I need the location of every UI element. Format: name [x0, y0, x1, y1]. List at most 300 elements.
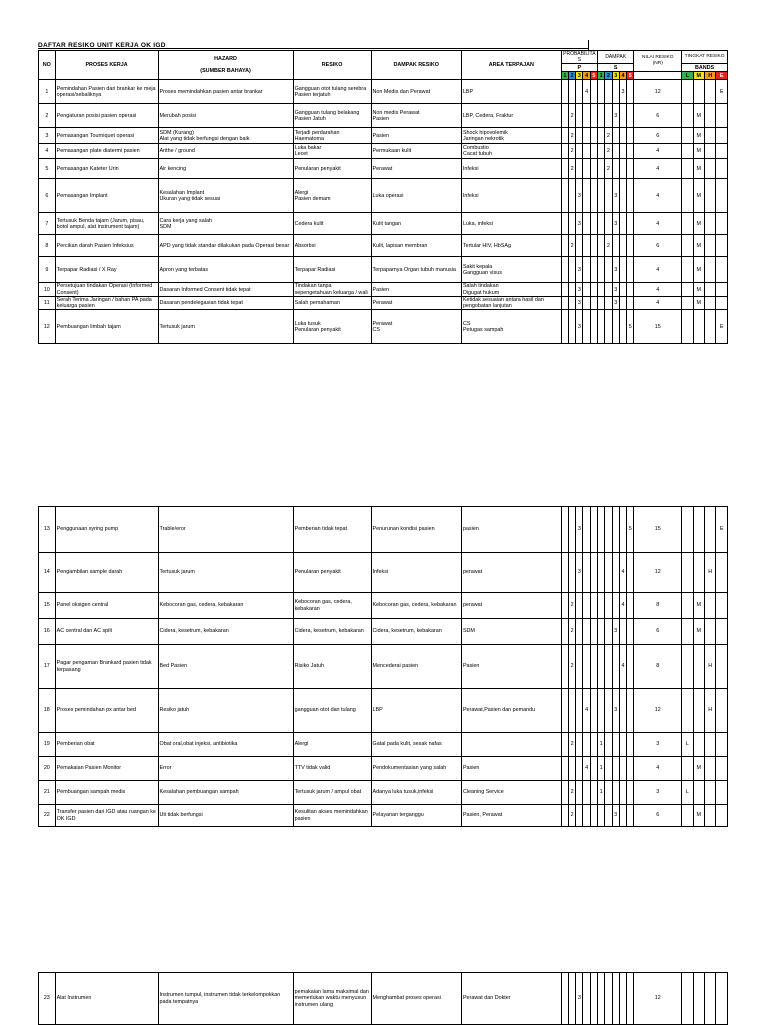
score-p4-cell: [583, 645, 590, 689]
score-s1-cell: 1: [598, 757, 605, 781]
s-scale-5: 5: [627, 72, 634, 80]
band-h-cell: [705, 310, 716, 344]
score-p2-cell: [568, 213, 575, 235]
score-s5-cell: [627, 781, 634, 805]
score-p5-cell: [590, 593, 597, 619]
resiko-cell: Cedera kulit: [293, 213, 371, 235]
nilai-resiko-cell: 12: [634, 553, 682, 593]
score-p5-cell: [590, 645, 597, 689]
band-l-cell: [682, 310, 693, 344]
band-l-cell: [682, 553, 693, 593]
score-p4-cell: [583, 104, 590, 128]
score-p2-cell: 2: [568, 645, 575, 689]
score-p5-cell: [590, 507, 597, 553]
table-row: [39, 144, 728, 159]
band-l-cell: [682, 619, 693, 645]
band-e-cell: [716, 973, 728, 1025]
proses-kerja-cell: Pemakaian Pasien Monitor: [55, 757, 158, 781]
score-s3-cell: [612, 80, 619, 104]
score-p4-cell: [583, 283, 590, 296]
score-s2-cell: [605, 781, 612, 805]
col-header-dampak: DAMPAK RESIKO: [371, 51, 461, 80]
score-s4-cell: 4: [619, 553, 626, 593]
hazard-cell: Resiko jatuh: [158, 689, 293, 733]
band-m-cell: [693, 80, 704, 104]
score-s4-cell: [619, 144, 626, 159]
score-s4-cell: [619, 507, 626, 553]
p-scale-5: 5: [590, 72, 597, 80]
score-s1-cell: [598, 128, 605, 144]
dampak-cell: Pasien: [371, 128, 461, 144]
score-s3-cell: [612, 235, 619, 257]
area-cell: CS Petugas sampah: [461, 310, 561, 344]
resiko-cell: Tertusuk jarum / ampul obat: [293, 781, 371, 805]
row-number: 15: [39, 593, 56, 619]
row-number: 7: [39, 213, 56, 235]
band-h-cell: [705, 179, 716, 213]
score-p3-cell: [576, 104, 583, 128]
dampak-cell: Pendokumentasian yang salah: [371, 757, 461, 781]
score-s2-cell: [605, 805, 612, 827]
proses-kerja-cell: Pengaturan posisi pasien operasi: [55, 104, 158, 128]
score-s1-cell: [598, 553, 605, 593]
band-h-cell: [704, 593, 715, 619]
score-s5-cell: [627, 235, 634, 257]
score-s5-cell: [627, 144, 634, 159]
band-h-cell: [704, 507, 715, 553]
score-s4-cell: [619, 973, 626, 1025]
band-m-cell: M: [693, 104, 704, 128]
row-number: 17: [39, 645, 56, 689]
area-cell: Perawat,Pasien dan pemandu: [461, 689, 561, 733]
row-number: 9: [39, 257, 56, 283]
score-p1-cell: [561, 159, 568, 179]
score-p2-cell: [568, 179, 575, 213]
score-p4-cell: [583, 257, 590, 283]
resiko-cell: Gangguan tulang belakang Pasien Jatuh: [293, 104, 371, 128]
nilai-resiko-cell: 4: [634, 757, 682, 781]
band-m-cell: [693, 645, 704, 689]
dampak-cell: Non medis Perawat Pasien: [371, 104, 461, 128]
score-s2-cell: [605, 507, 612, 553]
row-number: 11: [39, 296, 56, 309]
band-h-cell: [705, 235, 716, 257]
area-cell: [461, 733, 561, 757]
table-row: [39, 179, 728, 213]
band-l-cell: [682, 645, 693, 689]
score-s5-cell: [627, 689, 634, 733]
resiko-cell: Risiko Jatuh: [293, 645, 371, 689]
band-m-cell: M: [693, 805, 704, 827]
document-title: DAFTAR RESIKO UNIT KERJA OK IGD: [38, 42, 166, 49]
score-s1-cell: [598, 257, 605, 283]
proses-kerja-cell: Percikan darah Pasien Infeksius: [55, 235, 158, 257]
p-scale-1: 1: [561, 72, 568, 80]
band-l-cell: [682, 296, 693, 309]
score-s4-cell: [619, 757, 626, 781]
score-s3-cell: 3: [612, 213, 619, 235]
proses-kerja-cell: Pemasangan Tourniquet operasi: [55, 128, 158, 144]
score-s3-cell: 3: [612, 257, 619, 283]
table-row: [39, 507, 728, 553]
resiko-cell: Kebocoran gas, cedera, kebakaran: [293, 593, 371, 619]
table-row: [39, 733, 728, 757]
dampak-cell: Perawat: [371, 159, 461, 179]
hazard-cell: Kesalahan Implant Ukuran yang tidak sesuai: [158, 179, 293, 213]
row-number: 2: [39, 104, 56, 128]
score-s5-cell: [627, 213, 634, 235]
score-p1-cell: [561, 283, 568, 296]
score-p4-cell: [583, 805, 590, 827]
area-cell: Tertular HIV, HbSAg: [461, 235, 561, 257]
nilai-resiko-cell: 12: [634, 80, 682, 104]
dampak-cell: Cidera, kesetrum, kebakaran: [371, 619, 461, 645]
table-row: [39, 645, 728, 689]
hazard-cell: Bed Pasien: [158, 645, 293, 689]
score-p2-cell: 2: [568, 733, 575, 757]
col-header-dampak-score: DAMPAK: [598, 51, 634, 64]
score-s4-cell: 4: [619, 645, 626, 689]
proses-kerja-cell: Pengambilan sample darah: [55, 553, 158, 593]
band-m-cell: [693, 553, 704, 593]
score-s4-cell: [619, 128, 626, 144]
area-cell: Ketidak sesuaian antara hasil dan pengobatan lanjutan: [461, 296, 561, 309]
band-e-cell: E: [716, 80, 728, 104]
score-s3-cell: [612, 781, 619, 805]
band-m-cell: M: [693, 619, 704, 645]
score-s1-cell: [598, 507, 605, 553]
score-s2-cell: [605, 689, 612, 733]
band-e-cell: [716, 213, 728, 235]
band-h-cell: [705, 80, 716, 104]
score-p3-cell: 3: [576, 296, 583, 309]
score-p3-cell: [576, 128, 583, 144]
dampak-cell: Mencederai pasien: [371, 645, 461, 689]
score-p5-cell: [590, 973, 597, 1025]
proses-kerja-cell: Panel oksigen central: [55, 593, 158, 619]
area-cell: Pasien: [461, 645, 561, 689]
score-s4-cell: [619, 283, 626, 296]
score-p3-cell: [576, 144, 583, 159]
hazard-cell: Cidera, kesetrum, kebakaran: [158, 619, 293, 645]
resiko-cell: Luka tusuk Penularan penyakit: [293, 310, 371, 344]
score-p5-cell: [590, 128, 597, 144]
band-l-cell: [682, 80, 693, 104]
proses-kerja-cell: Pagar pengaman Brankard pasien tidak terpasang: [55, 645, 158, 689]
hazard-cell: Error: [158, 757, 293, 781]
nilai-resiko-cell: 12: [634, 973, 682, 1025]
score-p2-cell: 2: [568, 144, 575, 159]
score-p1-cell: [561, 257, 568, 283]
nilai-resiko-cell: 8: [634, 645, 682, 689]
band-m-cell: M: [693, 235, 704, 257]
score-p3-cell: [576, 593, 583, 619]
score-p4-cell: [583, 128, 590, 144]
score-p4-cell: 4: [583, 689, 590, 733]
score-s2-cell: [605, 213, 612, 235]
score-s3-cell: 3: [612, 104, 619, 128]
resiko-cell: Cidera, kesetrum, kebakaran: [293, 619, 371, 645]
resiko-cell: TTV tidak valid: [293, 757, 371, 781]
score-p1-cell: [561, 733, 568, 757]
score-s2-cell: [605, 283, 612, 296]
score-s5-cell: [627, 80, 634, 104]
proses-kerja-cell: Pemasangan Kateter Urin: [55, 159, 158, 179]
score-p4-cell: [583, 593, 590, 619]
score-s5-cell: [627, 733, 634, 757]
nilai-resiko-cell: 3: [634, 781, 682, 805]
area-cell: Shock hipovolemik Jaringan nekrotik: [461, 128, 561, 144]
score-s5-cell: [627, 593, 634, 619]
score-p2-cell: 2: [568, 159, 575, 179]
col-header-probabilitas: PROBABILITAS: [563, 51, 596, 64]
band-h-cell: [705, 144, 716, 159]
band-e-cell: [716, 553, 728, 593]
score-p3-cell: [576, 733, 583, 757]
table-row: [39, 104, 728, 128]
score-s3-cell: [612, 507, 619, 553]
band-m-cell: [693, 733, 704, 757]
resiko-cell: Gangguan otot tulang serebra Pasien terjatuh: [293, 80, 371, 104]
score-p4-cell: [583, 213, 590, 235]
band-m-cell: [693, 310, 704, 344]
band-h-cell: [705, 159, 716, 179]
score-p3-cell: [576, 689, 583, 733]
resiko-cell: Penularan penyakit: [293, 159, 371, 179]
band-m-cell: M: [693, 179, 704, 213]
score-p4-cell: [583, 781, 590, 805]
band-h-cell: [704, 619, 715, 645]
band-m-cell: M: [693, 257, 704, 283]
score-p2-cell: 2: [568, 104, 575, 128]
band-m: M: [693, 72, 704, 80]
table-row: [39, 296, 728, 309]
band-e-cell: [716, 781, 728, 805]
hazard-cell: Proses memindahkan pasien antar brankar: [158, 80, 293, 104]
row-number: 23: [39, 973, 56, 1025]
proses-kerja-cell: Pemasangan plate diatermi pasien: [55, 144, 158, 159]
score-p4-cell: [583, 296, 590, 309]
score-p4-cell: [583, 553, 590, 593]
score-s3-cell: 3: [612, 805, 619, 827]
score-p5-cell: [590, 144, 597, 159]
score-p2-cell: 2: [568, 781, 575, 805]
score-s2-cell: [605, 733, 612, 757]
score-p5-cell: [590, 805, 597, 827]
score-p2-cell: [568, 80, 575, 104]
score-p1-cell: [561, 507, 568, 553]
score-p1-cell: [561, 310, 568, 344]
band-e-cell: [716, 593, 728, 619]
nilai-resiko-cell: 15: [634, 507, 682, 553]
score-s2-cell: [605, 757, 612, 781]
nilai-resiko-cell: 6: [634, 235, 682, 257]
score-s3-cell: 3: [612, 296, 619, 309]
table-row: [39, 159, 728, 179]
score-s4-cell: [619, 689, 626, 733]
hazard-sublabel: (SUMBER BAHAYA): [200, 68, 251, 75]
dampak-cell: Permukaan kulit: [371, 144, 461, 159]
score-p1-cell: [561, 128, 568, 144]
score-s5-cell: [627, 645, 634, 689]
title-underline: [38, 48, 588, 49]
hazard-cell: SDM (Kurang) Alat yang tidak berfungsi dengan baik: [158, 128, 293, 144]
band-h-cell: [704, 805, 715, 827]
band-e-cell: [716, 757, 728, 781]
band-h-cell: [705, 213, 716, 235]
table-row: [39, 619, 728, 645]
band-h-cell: [704, 781, 715, 805]
score-p1-cell: [561, 593, 568, 619]
table-row: [39, 128, 728, 144]
hazard-cell: Air kencing: [158, 159, 293, 179]
score-s4-cell: [619, 619, 626, 645]
score-s1-cell: [598, 619, 605, 645]
band-l-cell: [682, 805, 693, 827]
score-s2-cell: [605, 257, 612, 283]
hazard-cell: Cara kerja yang salah SDM: [158, 213, 293, 235]
row-number: 14: [39, 553, 56, 593]
score-p5-cell: [590, 159, 597, 179]
band-l-cell: [682, 689, 693, 733]
col-header-area: AREA TERPAJAN: [461, 51, 561, 80]
band-e-cell: [716, 619, 728, 645]
score-p1-cell: [561, 80, 568, 104]
hazard-cell: Trable/eror: [158, 507, 293, 553]
score-p3-cell: 3: [576, 553, 583, 593]
hazard-cell: Merubah posisi: [158, 104, 293, 128]
score-p1-cell: [561, 781, 568, 805]
score-s2-cell: 2: [605, 159, 612, 179]
table-row: [39, 257, 728, 283]
band-e: E: [716, 72, 728, 80]
score-p3-cell: [576, 757, 583, 781]
band-e-cell: E: [716, 507, 728, 553]
band-l-cell: [682, 257, 693, 283]
score-p1-cell: [561, 973, 568, 1025]
row-number: 21: [39, 781, 56, 805]
hazard-cell: Dasaran pendelegasian tidak tepat: [158, 296, 293, 309]
score-s3-cell: [612, 973, 619, 1025]
hazard-cell: Kebocoran gas, cedera, kebakaran: [158, 593, 293, 619]
band-h-cell: [705, 296, 716, 309]
score-p1-cell: [561, 179, 568, 213]
score-s5-cell: 5: [627, 507, 634, 553]
score-s1-cell: 1: [598, 781, 605, 805]
nilai-blank: [634, 72, 682, 80]
band-m-cell: M: [693, 159, 704, 179]
area-cell: Infeksi: [461, 179, 561, 213]
table-row: [39, 553, 728, 593]
score-p1-cell: [561, 553, 568, 593]
band-l-cell: [682, 507, 693, 553]
score-p5-cell: [590, 104, 597, 128]
band-h-cell: [705, 283, 716, 296]
score-s5-cell: [627, 257, 634, 283]
resiko-cell: Alergi: [293, 733, 371, 757]
nilai-code: (NR): [652, 61, 663, 67]
area-cell: SDM: [461, 619, 561, 645]
band-e-cell: [716, 805, 728, 827]
nilai-resiko-cell: 4: [634, 179, 682, 213]
score-s3-cell: 3: [612, 179, 619, 213]
dampak-cell: Kebocoran gas, cedera, kebakaran: [371, 593, 461, 619]
band-e-cell: [716, 296, 728, 309]
area-cell: LBP, Cedera, Fraktur: [461, 104, 561, 128]
score-s1-cell: [598, 213, 605, 235]
table-row: [39, 235, 728, 257]
score-s2-cell: [605, 553, 612, 593]
p-scale-2: 2: [568, 72, 575, 80]
hazard-cell: Arithe / ground: [158, 144, 293, 159]
resiko-cell: Terpapar Radiasi: [293, 257, 371, 283]
score-s4-cell: [619, 213, 626, 235]
resiko-cell: Tindakan tanpa sepengetahuan keluarga / wali: [293, 283, 371, 296]
score-s2-cell: [605, 593, 612, 619]
hazard-cell: Instrumen tumpul, instrumen tidak terkelompokkan pada tempatnya: [158, 973, 293, 1025]
score-s1-cell: [598, 310, 605, 344]
nilai-resiko-cell: 6: [634, 619, 682, 645]
proses-kerja-cell: Pemasangan Implant: [55, 179, 158, 213]
hazard-cell: Tertusuk jarum: [158, 553, 293, 593]
hazard-cell: Obat oral,obat injeksi, antibiotika: [158, 733, 293, 757]
p-scale-3: 3: [576, 72, 583, 80]
band-h-cell: [704, 973, 715, 1025]
title-divider: [588, 40, 589, 50]
score-p4-cell: 4: [583, 80, 590, 104]
area-cell: Pasien: [461, 757, 561, 781]
score-p2-cell: 2: [568, 619, 575, 645]
score-p5-cell: [590, 257, 597, 283]
nilai-resiko-cell: 4: [634, 296, 682, 309]
area-cell: Salah tindakan Digugat hukum: [461, 283, 561, 296]
score-s5-cell: [627, 757, 634, 781]
score-p1-cell: [561, 144, 568, 159]
dampak-cell: Penurunan kondisi pasien: [371, 507, 461, 553]
row-number: 10: [39, 283, 56, 296]
dampak-cell: Infeksi: [371, 553, 461, 593]
dampak-cell: Kulit tangan: [371, 213, 461, 235]
score-s5-cell: [627, 296, 634, 309]
area-cell: perawat: [461, 593, 561, 619]
table-row: [39, 310, 728, 344]
col-header-resiko: RESIKO: [293, 51, 371, 80]
score-p3-cell: 3: [576, 179, 583, 213]
score-p2-cell: [568, 507, 575, 553]
score-s3-cell: [612, 553, 619, 593]
band-l-cell: [682, 283, 693, 296]
area-cell: Luka, infeksi: [461, 213, 561, 235]
band-m-cell: M: [693, 144, 704, 159]
probabilitas-code: P: [561, 64, 597, 72]
score-p4-cell: [583, 310, 590, 344]
score-p3-cell: [576, 80, 583, 104]
band-l-cell: [682, 128, 693, 144]
risk-table-page-3: [38, 972, 728, 1025]
band-h-cell: [705, 257, 716, 283]
table-row: [39, 973, 728, 1025]
s-scale-3: 3: [612, 72, 619, 80]
band-m-cell: M: [693, 283, 704, 296]
row-number: 16: [39, 619, 56, 645]
row-number: 8: [39, 235, 56, 257]
nilai-resiko-cell: 4: [634, 159, 682, 179]
proses-kerja-cell: Proses pemindahan px antar bed: [55, 689, 158, 733]
score-p1-cell: [561, 296, 568, 309]
score-s1-cell: [598, 973, 605, 1025]
band-m-cell: M: [693, 213, 704, 235]
p-scale-4: 4: [583, 72, 590, 80]
